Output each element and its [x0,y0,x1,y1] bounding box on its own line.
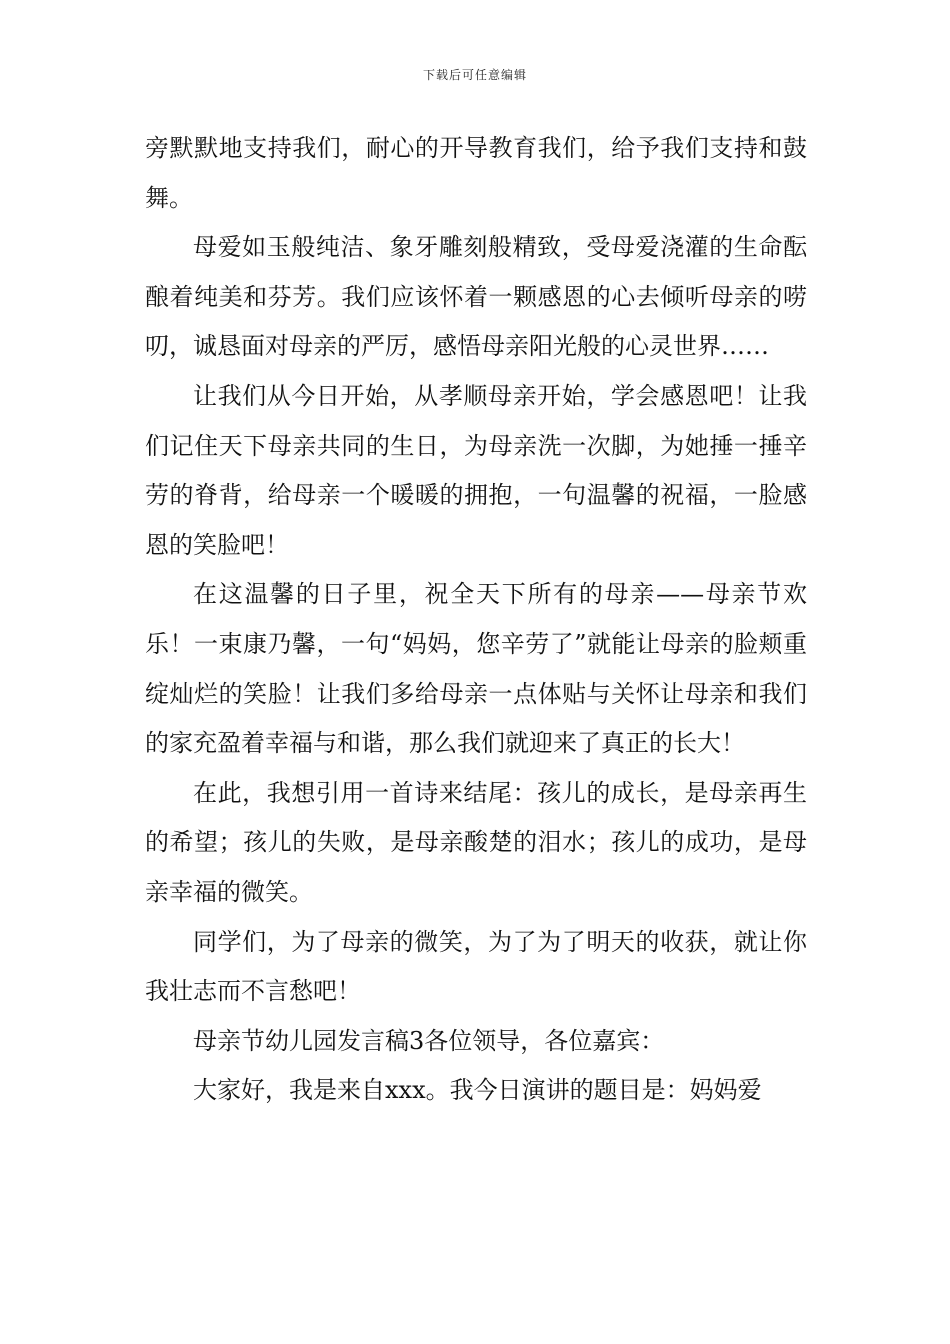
header-note: 下载后可任意编辑 [422,68,527,82]
paragraph: 大家好，我是来自xxx。我今日演讲的题目是：妈妈爱 [193,1076,762,1105]
paragraph: 让我们从今日开始，从孝顺母亲开始，学会感恩吧！让我们记住天下母亲共同的生日，为母亲洗一次脚，为她捶一捶辛劳的脊背，给母亲一个暖暖的拥抱，一句温馨的祝福，一脸感恩的笑脸吧！ [145,381,807,559]
paragraph: 母亲节幼儿园发言稿3各位领导，各位嘉宾： [193,1026,665,1055]
paragraph: 旁默默地支持我们，耐心的开导教育我们，给予我们支持和鼓舞。 [145,134,807,212]
paragraph: 母爱如玉般纯洁、象牙雕刻般精致，受母爱浇灌的生命酝酿着纯美和芬芳。我们应该怀着一颗感恩的心去倾听母亲的唠叨，诚恳面对母亲的严厉，感悟母亲阳光般的心灵世界…… [145,233,807,361]
document-body [145,124,807,1116]
paragraph: 在这温馨的日子里，祝全天下所有的母亲——母亲节欢乐！一束康乃馨，一句“妈妈，您辛劳了”就能让母亲的脸颊重绽灿烂的笑脸！让我们多给母亲一点体贴与关怀让母亲和我们的家充盈着幸福与和谐，那么我们就迎来了真正的长大！ [145,580,807,758]
paragraph: 在此，我想引用一首诗来结尾：孩儿的成长，是母亲再生的希望；孩儿的失败，是母亲酸楚的泪水；孩儿的成功，是母亲幸福的微笑。 [145,778,807,906]
paragraph: 同学们，为了母亲的微笑，为了为了明天的收获，就让你我壮志而不言愁吧！ [145,927,807,1006]
